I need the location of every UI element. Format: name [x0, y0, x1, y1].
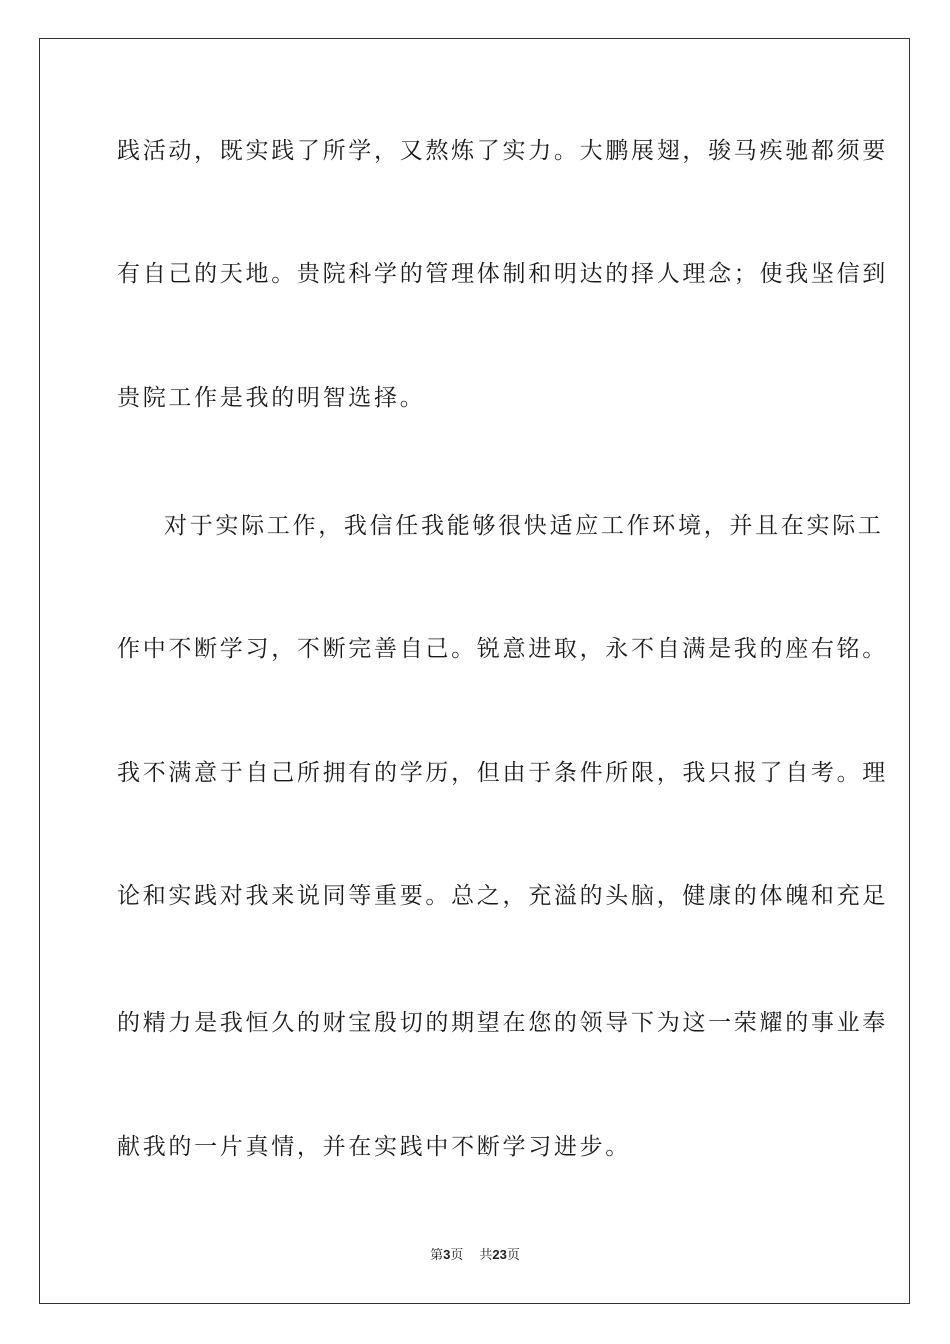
text-line-9: 献我的一片真情，并在实践中不断学习进步。: [117, 1134, 631, 1160]
text-line-5: 作中不断学习，不断完善自己。锐意进取，永不自满是我的座右铭。: [117, 636, 888, 662]
page-footer: [0, 1246, 950, 1265]
total-suffix: 页: [506, 1248, 520, 1263]
text-line-8: 的精力是我恒久的财宝殷切的期望在您的领导下为这一荣耀的事业奉: [117, 1010, 888, 1036]
page-prefix: 第: [430, 1248, 444, 1263]
text-line-7: 论和实践对我来说同等重要。总之，充溢的头脑，健康的体魄和充足: [117, 883, 888, 909]
page-number: 3: [443, 1247, 451, 1262]
text-line-2: 有自己的天地。贵院科学的管理体制和明达的择人理念；使我坚信到: [117, 261, 888, 287]
text-line-1: 践活动，既实践了所学，又熬炼了实力。大鹏展翅，骏马疾驰都须要: [117, 138, 888, 164]
total-pages: 23: [492, 1247, 507, 1262]
total-prefix: 共: [479, 1248, 493, 1263]
page-suffix: 页: [450, 1248, 464, 1263]
page-border: [39, 38, 910, 1304]
text-line-6: 我不满意于自己所拥有的学历，但由于条件所限，我只报了自考。理: [117, 760, 888, 786]
text-line-3: 贵院工作是我的明智选择。: [117, 385, 426, 411]
text-line-4-paragraph-start: 对于实际工作，我信任我能够很快适应工作环境，并且在实际工: [164, 513, 884, 539]
